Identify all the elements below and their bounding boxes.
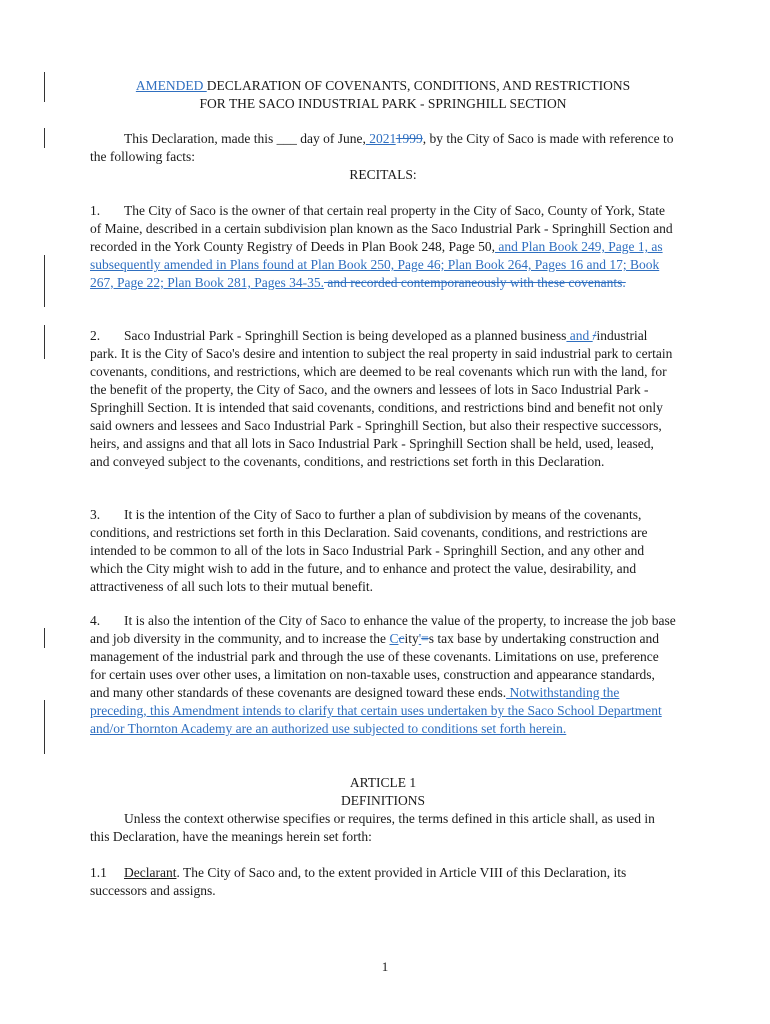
page-number: 1 [381,959,389,974]
recital-number: 2. [90,328,101,343]
defined-term: Declarant [124,865,177,880]
document-title [90,77,676,113]
recital-number: 4. [90,613,101,628]
recital-2-insertion: and [566,328,593,343]
recital-number: 1. [90,203,101,218]
change-bar [44,128,45,148]
recital-4: 4. It is also the intention of the City of Saco to enhance the value of the property, to increase the job base and job diversity in the community, and to increase the Ccity'=s tax base by undertaking construction and management of the industrial park and through the use of these covenants. Limitations on use, preference for certain uses over other uses, a limitation on non-taxable uses, construction and appearance standards, and many other standards of these covenants are designed toward these ends. Notwithstanding the preceding, this Amendment intends to clarify that certain uses undertaken by the Saco School Department and/or Thornton Academy are an authorized use subjected to conditions set forth herein. [90,613,676,736]
change-bar [44,72,45,102]
recitals-heading: RECITALS: [349,167,417,182]
title-insertion: AMENDED [135,78,207,93]
intro-paragraph: This Declaration, made this ___ day of June, 20211999, by the City of Saco is made with reference to the following facts: [90,131,674,164]
recital-1: 1. The City of Saco is the owner of that certain real property in the City of Saco, County of York, State of Maine, described in a certain subdivision plan known as the Saco Industrial Park - Springhill Section and recorded in the York County Registry of Deeds in Plan Book 248, Page 50, and Plan Book 249, Page 1, as subsequently amended in Plans found at Plan Book 250, Page 46; Plan Book 264, Pages 16 and 17; Book 267, Page 22; Plan Book 281, Pages 34-35. and recorded contemporaneously with these covenants. [90,203,673,290]
year-deletion: 1999 [395,131,423,146]
article-heading: ARTICLE 1 DEFINITIONS [341,775,425,808]
definition-number: 1.1 [90,865,107,880]
recital-2-deletion: / [592,328,597,343]
title-line-1: DECLARATION OF COVENANTS, CONDITIONS, AND RESTRICTIONS [206,78,631,93]
title-line-2: FOR THE SACO INDUSTRIAL PARK - SPRINGHILL SECTION [199,96,567,111]
definitions-intro: Unless the context otherwise specifies or requires, the terms defined in this article shall, as used in this Declaration, have the meanings herein set forth: [90,811,655,844]
change-bar [44,700,45,754]
change-bar [44,628,45,648]
change-bar [44,325,45,359]
recital-number: 3. [90,507,101,522]
recital-3: 3. It is the intention of the City of Saco to further a plan of subdivision by means of the covenants, conditions, and restrictions set forth in this Declaration. Said covenants, conditions, and restrictions are intended to be common to all of the lots in Saco Industrial Park - Springhill Section, and any other and which the City might wish to add in the future, and to enhance and protect the value, desirability, and attractiveness of all such lots to their mutual benefit. [90,507,648,594]
recital-4-insertion: Notwithstanding the preceding, this Amendment intends to clarify that certain uses undertaken by the Saco School Department and/or Thornton Academy are an authorized use subjected to conditions set forth herein. [90,685,662,736]
recital-2: 2. Saco Industrial Park - Springhill Section is being developed as a planned business and /industrial park. It is the City of Saco's desire and intention to subject the real property in said industrial park to certain covenants, conditions, and restrictions, which are deemed to be real covenants which run with the land, for the benefit of the property, the City of Saco, and the owners and lessees of lots in Saco Industrial Park - Springhill Section. It is intended that said covenants, conditions, and restrictions bind and benefit not only said owners and lessees and Saco Industrial Park - Springhill Section, but also their respective successors, heirs, and assigns and that all lots in Saco Industrial Park - Springhill Section shall be held, used, leased, and conveyed subject to the covenants, conditions, and restrictions set forth in this Declaration. [90,328,673,469]
recital-1-deletion: and recorded contemporaneously with these covenants. [324,275,626,290]
year-insertion: 2021 [365,131,396,146]
recital-1-insertion: and Plan Book 249, Page 1, as subsequently amended in Plans found at Plan Book 250, Page 46; Plan Book 264, Pages 16 and 17; Book 267, Page 22; Plan Book 281, Pages 34-35. [90,239,663,290]
change-bar [44,255,45,307]
definition-1-1: 1.1 Declarant. The City of Saco and, to the extent provided in Article VIII of this Declaration, its successors and assigns. [90,865,627,898]
